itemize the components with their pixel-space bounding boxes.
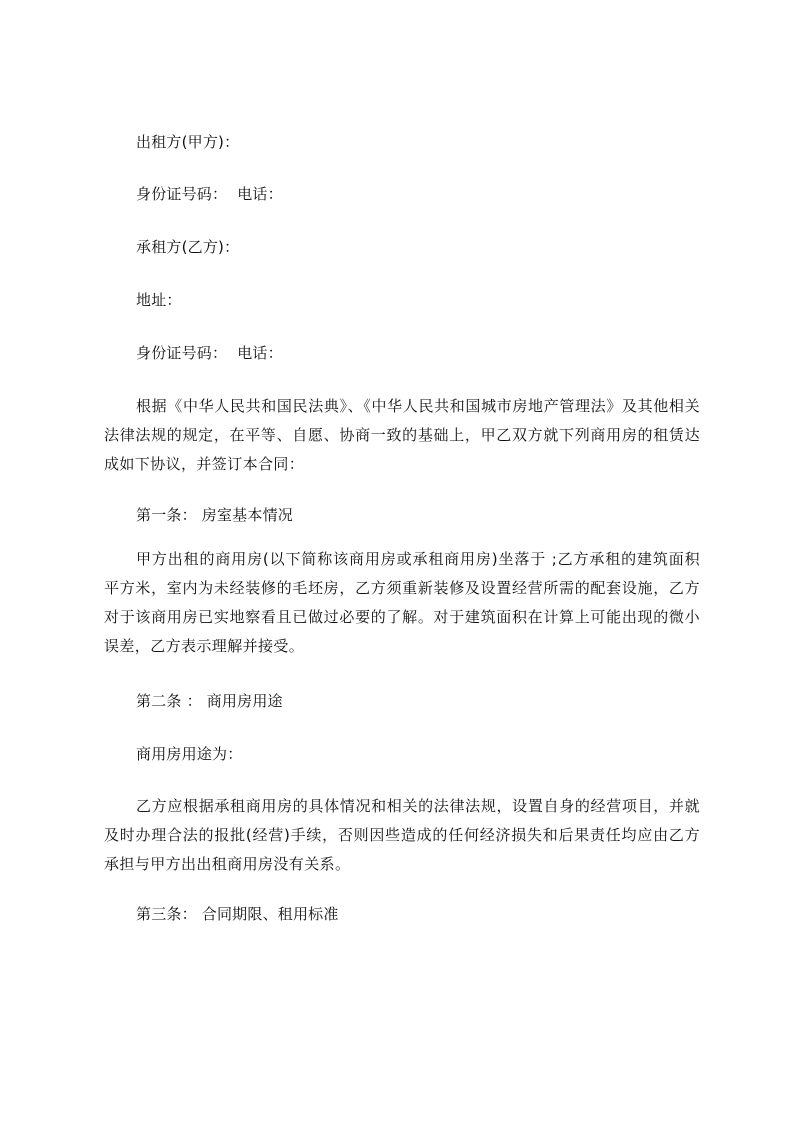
article1-heading: 第一条： 房室基本情况 — [136, 506, 293, 524]
lessee-label: 承租方(乙方)： — [136, 238, 240, 256]
article2-heading: 第二条 ： 商用房用途 — [136, 692, 283, 710]
lessee-phone-label: 电话： — [237, 344, 283, 362]
article2-paragraph: 乙方应根据承租商用房的具体情况和相关的法律法规，设置自身的经营项目，并就及时办理合法的报批(经营)手续，否则因些造成的任何经济损失和后果责任均应由乙方承担与甲方出出租商用房没有关系。 — [104, 797, 700, 873]
article1-paragraph: 甲方出租的商用房(以下简称该商用房或承租商用房)坐落于 ;乙方承租的建筑面积 平方米，室内为未经装修的毛坯房，乙方须重新装修及设置经营所需的配套设施，乙方对于该商用房已实地察看且已做过必要的了解。对于建筑面积在计算上可能出现的微小误差，乙方表示理解并接受。 — [104, 550, 700, 655]
address-label: 地址： — [136, 291, 182, 309]
lessor-label: 出租方(甲方)： — [136, 133, 240, 151]
preamble-paragraph: 根据《中华人民共和国民法典》、《中华人民共和国城市房地产管理法》及其他相关法律法规的规定，在平等、自愿、协商一致的基础上，甲乙双方就下列商用房的租赁达成如下协议，并签订本合同： — [104, 397, 700, 473]
article3-heading: 第三条： 合同期限、租用标准 — [136, 905, 339, 923]
lessor-phone-label: 电话： — [237, 185, 283, 203]
lessee-id-line — [136, 343, 283, 363]
lessor-id-label: 身份证号码： — [136, 185, 228, 203]
article2-use-line: 商用房用途为： — [136, 745, 243, 763]
lessor-id-line — [136, 184, 283, 204]
lessee-id-label: 身份证号码： — [136, 344, 228, 362]
